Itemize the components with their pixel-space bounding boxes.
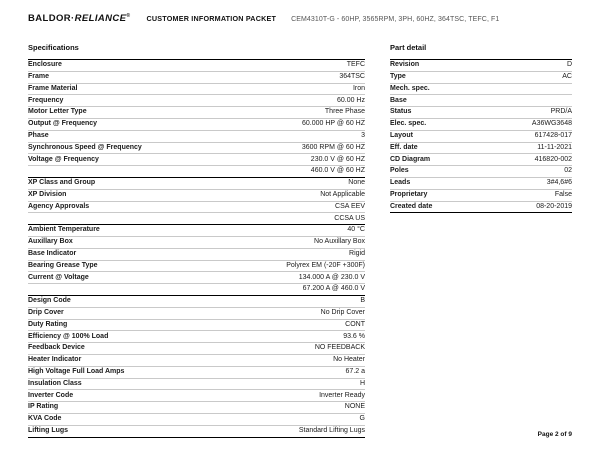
spec-row [28, 319, 365, 331]
part-detail-section [390, 43, 572, 438]
spec-value: Three Phase [324, 108, 365, 116]
spec-value: 93.6 % [343, 332, 365, 340]
spec-value: 230.0 V @ 60 HZ [310, 155, 365, 163]
spec-row [28, 236, 365, 248]
spec-row [28, 378, 365, 390]
detail-row [390, 83, 572, 95]
spec-label: XP Division [28, 191, 67, 199]
document-title: CUSTOMER INFORMATION PACKET [146, 14, 277, 24]
spec-value: 40 °C [347, 226, 365, 234]
spec-value: Rigid [349, 250, 365, 258]
spec-label: IP Rating [28, 403, 59, 411]
spec-label: Feedback Device [28, 344, 85, 352]
detail-row [390, 165, 572, 177]
spec-value: CCSA US [334, 214, 365, 222]
spec-row [28, 271, 365, 283]
spec-value: Inverter Ready [319, 391, 365, 399]
detail-label: Layout [390, 132, 413, 140]
logo-baldor: BALDOR [28, 13, 72, 25]
detail-value: AC [562, 73, 572, 81]
spec-row [28, 165, 365, 177]
page-header [28, 13, 580, 24]
spec-label: XP Class and Group [28, 179, 96, 187]
spec-label: Voltage @ Frequency [28, 155, 99, 163]
spec-row [28, 142, 365, 154]
detail-row [390, 142, 572, 154]
spec-value: 60.00 Hz [336, 96, 365, 104]
spec-label: High Voltage Full Load Amps [28, 368, 125, 376]
spec-group [28, 224, 365, 295]
detail-row [390, 189, 572, 201]
spec-value: None [348, 179, 365, 187]
detail-label: Proprietary [390, 191, 428, 199]
spec-value: G [359, 415, 365, 423]
detail-row [390, 106, 572, 118]
spec-group [28, 177, 365, 224]
spec-row [28, 225, 365, 236]
content-area [28, 43, 572, 438]
detail-value: D [566, 61, 572, 69]
detail-label: Eff. date [390, 143, 418, 151]
detail-row [390, 153, 572, 165]
detail-row [390, 201, 572, 213]
spec-label: Heater Indicator [28, 356, 82, 364]
spec-row [28, 425, 365, 437]
spec-label: Bearing Grease Type [28, 261, 98, 269]
spec-value: B [360, 297, 365, 305]
detail-row [390, 60, 572, 71]
spec-row [28, 60, 365, 71]
logo-dot: · [71, 13, 75, 25]
spec-row [28, 260, 365, 272]
detail-value: 08-20-2019 [536, 202, 572, 210]
spec-row [28, 118, 365, 130]
spec-row [28, 401, 365, 413]
logo-reliance: RELIANCE [74, 13, 127, 25]
spec-value: TEFC [346, 61, 365, 69]
spec-value: 67.2 a [345, 368, 365, 376]
spec-row [28, 153, 365, 165]
detail-row [390, 177, 572, 189]
detail-label: Created date [390, 202, 433, 210]
spec-row [28, 212, 365, 224]
spec-label: Frame [28, 73, 50, 81]
spec-row [28, 283, 365, 295]
specifications-section [28, 43, 365, 438]
spec-label: Enclosure [28, 61, 62, 69]
detail-label: Elec. spec. [390, 120, 427, 128]
spec-label: Frequency [28, 96, 64, 104]
spec-value: 364TSC [339, 73, 365, 81]
spec-label: Design Code [28, 297, 71, 305]
spec-value: 3 [361, 132, 365, 140]
spec-value: No Heater [333, 356, 365, 364]
detail-row [390, 71, 572, 83]
spec-value: No Auxillary Box [314, 238, 365, 246]
spec-label: Ambient Temperature [28, 226, 100, 234]
detail-row [390, 118, 572, 130]
spec-value: Standard Lifting Lugs [298, 427, 365, 434]
spec-row [28, 413, 365, 425]
spec-row [28, 354, 365, 366]
spec-row [28, 342, 365, 354]
part-detail-title: Part detail [390, 43, 427, 52]
spec-row [28, 189, 365, 201]
spec-label: Output @ Frequency [28, 120, 98, 128]
spec-row [28, 83, 365, 95]
spec-value: 134.000 A @ 230.0 V [298, 273, 365, 281]
spec-label: Synchronous Speed @ Frequency [28, 143, 142, 151]
spec-row [28, 389, 365, 401]
specifications-title: Specifications [28, 43, 79, 52]
detail-group [390, 59, 572, 212]
spec-label: Efficiency @ 100% Load [28, 332, 109, 340]
spec-row [28, 201, 365, 213]
detail-value: 02 [564, 167, 572, 175]
spec-row [28, 178, 365, 189]
spec-label: Current @ Voltage [28, 273, 89, 281]
spec-label: Phase [28, 132, 49, 140]
spec-group [28, 295, 365, 437]
detail-value: 617428-017 [534, 132, 572, 140]
spec-value: NONE [344, 403, 365, 411]
spec-row [28, 106, 365, 118]
detail-value: A36WG3648 [531, 120, 572, 128]
spec-label: Frame Material [28, 84, 78, 92]
spec-label: Inverter Code [28, 391, 74, 399]
spec-label: Duty Rating [28, 320, 68, 328]
registered-trademark-icon: ® [126, 13, 131, 19]
spec-label: Lifting Lugs [28, 427, 69, 434]
detail-value: 416820-002 [534, 155, 572, 163]
detail-value: 11-11-2021 [537, 143, 572, 151]
spec-row [28, 330, 365, 342]
spec-row [28, 130, 365, 142]
spec-value: H [359, 379, 365, 387]
detail-value: False [554, 191, 572, 199]
detail-label: CD Diagram [390, 155, 431, 163]
spec-row [28, 248, 365, 260]
detail-label: Base [390, 96, 407, 104]
spec-row [28, 307, 365, 319]
spec-label: Agency Approvals [28, 202, 90, 210]
detail-row [390, 94, 572, 106]
spec-label: Drip Cover [28, 309, 64, 317]
spec-label: Motor Letter Type [28, 108, 87, 116]
spec-value: 60.000 HP @ 60 HZ [301, 120, 365, 128]
detail-label: Revision [390, 61, 420, 69]
spec-value: Iron [352, 84, 365, 92]
detail-label: Status [390, 108, 412, 116]
detail-value: PRD/A [550, 108, 572, 116]
baldor-reliance-logo [28, 13, 130, 24]
spec-value: Polyrex EM (-20F +300F) [286, 261, 365, 269]
spec-value: Not Applicable [320, 191, 365, 199]
spec-label: Base Indicator [28, 250, 77, 258]
spec-value: No Drip Cover [320, 309, 365, 317]
spec-value: 67.200 A @ 460.0 V [302, 285, 365, 293]
spec-row [28, 71, 365, 83]
specifications-table [28, 59, 365, 438]
spec-value: CONT [345, 320, 365, 328]
spec-row [28, 94, 365, 106]
product-description: CEM4310T-G - 60HP, 3565RPM, 3PH, 60HZ, 364TSC, TEFC, F1 [291, 16, 500, 24]
spec-value: 460.0 V @ 60 HZ [310, 167, 365, 175]
part-detail-table [390, 59, 572, 213]
spec-value: NO FEEDBACK [314, 344, 365, 352]
spec-row [28, 296, 365, 307]
spec-row [28, 366, 365, 378]
spec-label: Auxillary Box [28, 238, 73, 246]
detail-label: Type [390, 73, 406, 81]
detail-label: Mech. spec. [390, 84, 430, 92]
spec-group [28, 59, 365, 177]
spec-label: Insulation Class [28, 379, 82, 387]
spec-label: KVA Code [28, 415, 62, 423]
detail-label: Leads [390, 179, 411, 187]
detail-row [390, 130, 572, 142]
detail-value: 3#4,6#6 [546, 179, 572, 187]
page-number: Page 2 of 9 [537, 431, 572, 438]
spec-value: CSA EEV [335, 202, 365, 210]
detail-label: Poles [390, 167, 409, 175]
spec-value: 3600 RPM @ 60 HZ [301, 143, 365, 151]
